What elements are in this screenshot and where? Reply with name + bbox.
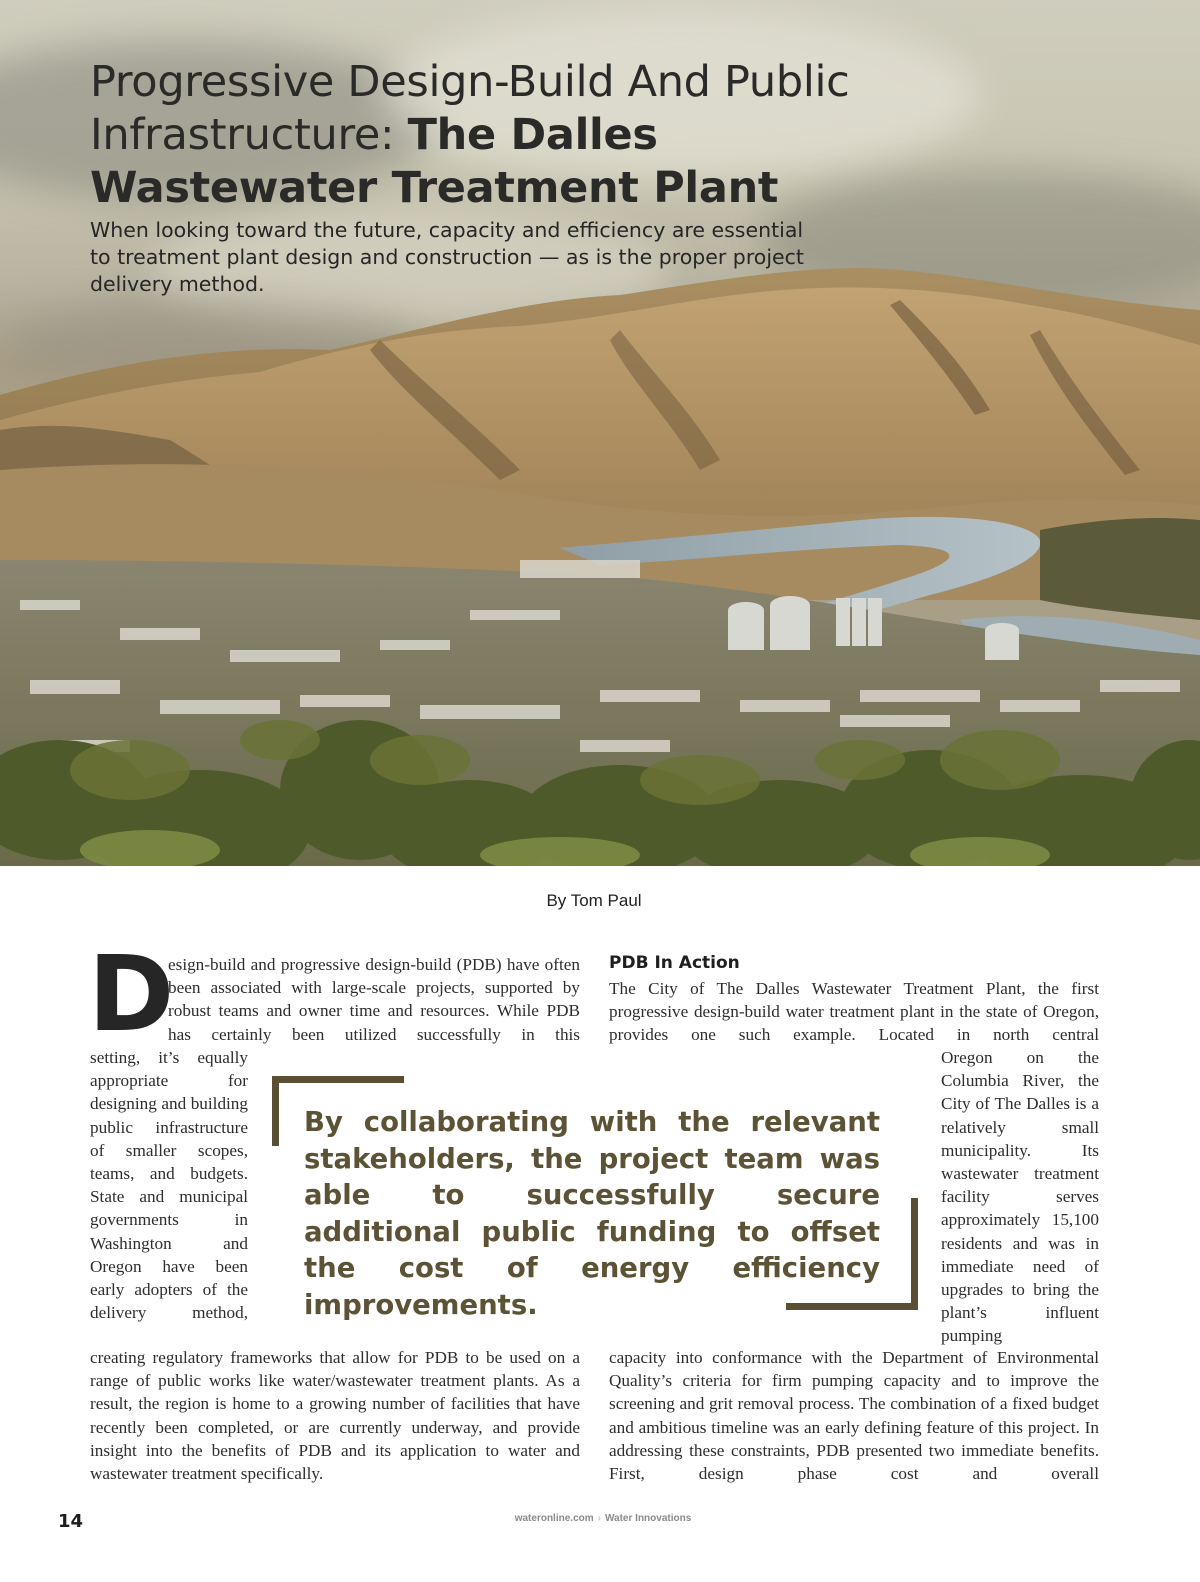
left-col-paragraph-bottom: creating regulatory frameworks that allow for PDB to be used on a range of public works like water/wastewater treatment plants. As a result, the region is home to a growing number of facilities that have recently been completed, or are currently underway, and provide insight into the benefits of PDB and its application to water and wastewater treatment specifically.	[90, 1348, 580, 1484]
pull-quote: By collaborating with the relevant stakeholders, the project team was able to successfully secure additional public funding to offset the cost of energy efficiency improvements.	[304, 1106, 880, 1321]
title-bold: The Dalles Wastewater Treatment Plant	[90, 110, 779, 213]
article-title	[90, 56, 930, 215]
byline: By Tom Paul	[546, 891, 642, 910]
article-dek: When looking toward the future, capacity and efficiency are essential to treatment plant design and construction — as is the proper project delivery method.	[90, 218, 804, 296]
left-col-paragraph-top: esign-build and progressive design-build (PDB) have often been associated with large-scale projects, supported by robust teams and owner time and resources. While PDB has certainly been utilized successfully in this	[168, 955, 580, 1044]
pull-quote-bracket-left	[272, 1076, 279, 1146]
footer-site: wateronline.com	[514, 1513, 594, 1524]
title-regular: Progressive Design-Build And Public Infrastructure:	[90, 57, 850, 160]
left-col-paragraph-mid: setting, it’s equally appropriate for designing and building public infrastructure of smaller scopes, teams, and budgets. State and municipal governments in Washington and Oregon have been early adopters of the delivery method,	[90, 1048, 248, 1323]
footer-publication	[0, 1513, 1200, 1524]
page-number: 14	[58, 1511, 84, 1532]
footer-publication-name: Water Innovations	[604, 1513, 692, 1524]
pull-quote-bracket-right	[911, 1198, 918, 1310]
pull-quote-bracket-top	[272, 1076, 404, 1083]
footer-separator: ›	[597, 1513, 601, 1524]
right-col-paragraph-mid: Oregon on the Columbia River, the City of The Dalles is a relatively small municipality. Its wastewater treatment facility serves approximately 15,100 residents and was in immediate need of upgrades to bring the plant’s influent pumping	[941, 1048, 1099, 1346]
right-col-paragraph-top: The City of The Dalles Wastewater Treatment Plant, the first progressive design-build water treatment plant in the state of Oregon, provides one such example. Located in north central	[609, 979, 1099, 1045]
section-heading: PDB In Action	[609, 953, 740, 973]
drop-cap: D	[88, 933, 175, 1055]
right-col-paragraph-bottom: capacity into conformance with the Department of Environmental Quality’s criteria for firm pumping capacity and to improve the screening and grit removal process. The combination of a fixed budget and ambitious timeline was an early defining feature of this project. In addressing these constraints, PDB presented two immediate benefits. First, design phase cost and overall	[609, 1348, 1099, 1484]
